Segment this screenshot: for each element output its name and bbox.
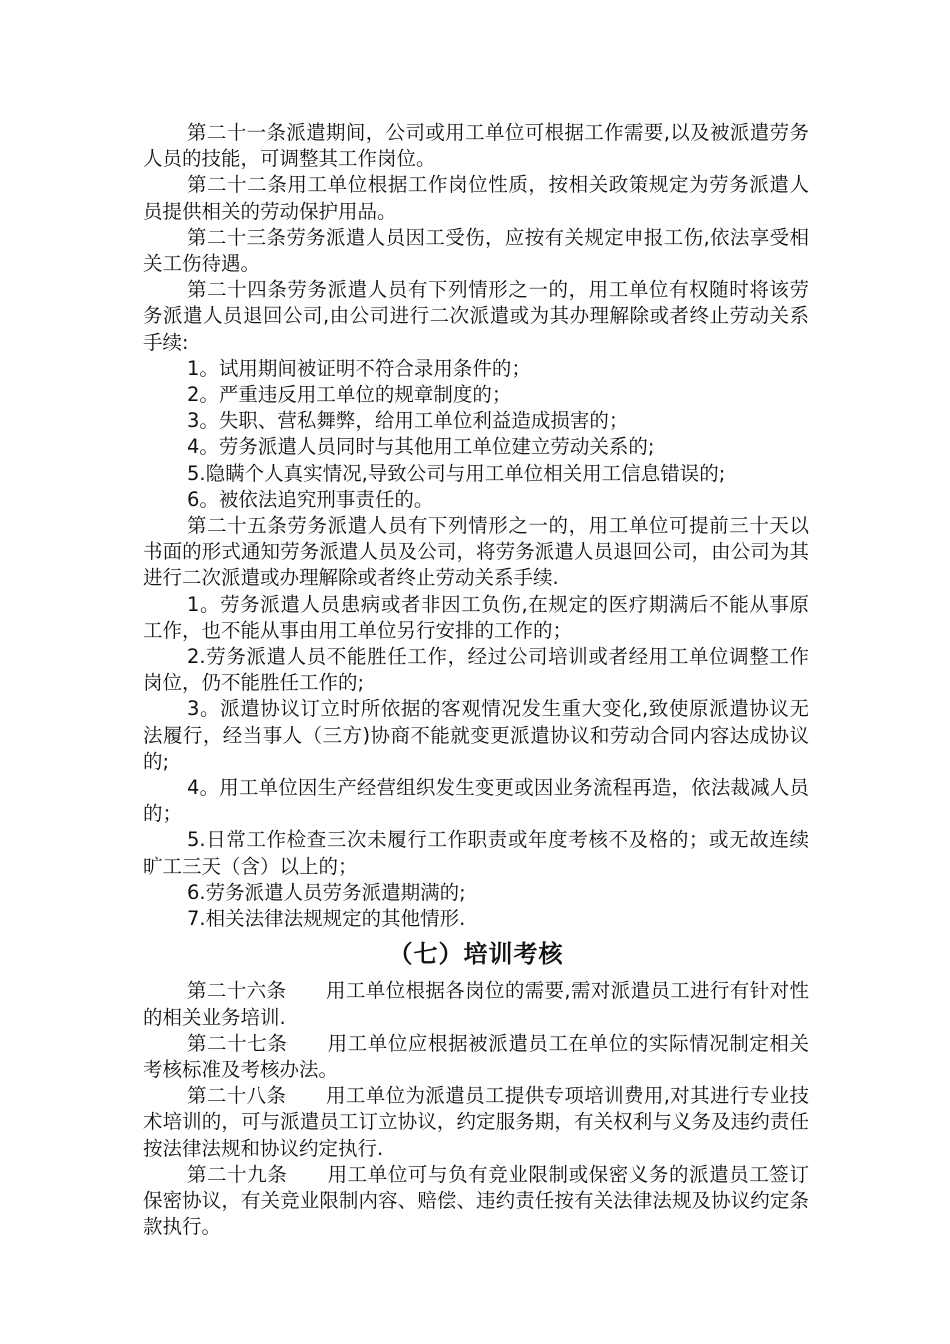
article-29: 第二十九条 用工单位可与负有竞业限制或保密义务的派遣员工签订保密协议，有关竞业限制内容、赔偿、违约责任按有关法律法规及协议约定条款执行。 bbox=[143, 1162, 809, 1239]
article-25-item-2: 2.劳务派遣人员不能胜任工作，经过公司培训或者经用工单位调整工作岗位，仍不能胜任工作的; bbox=[143, 645, 809, 695]
article-22: 第二十二条用工单位根据工作岗位性质，按相关政策规定为劳务派遣人员提供相关的劳动保护用品。 bbox=[143, 173, 809, 223]
article-25-item-1: 1。劳务派遣人员患病或者非因工负伤,在规定的医疗期满后不能从事原工作，也不能从事由用工单位另行安排的工作的； bbox=[143, 592, 809, 642]
article-27: 第二十七条 用工单位应根据被派遣员工在单位的实际情况制定相关考核标准及考核办法。 bbox=[143, 1031, 809, 1081]
article-26: 第二十六条 用工单位根据各岗位的需要,需对派遣员工进行有针对性的相关业务培训. bbox=[143, 979, 809, 1029]
article-21: 第二十一条派遣期间，公司或用工单位可根据工作需要,以及被派遣劳务人员的技能，可调整其工作岗位。 bbox=[143, 121, 809, 171]
article-25-item-4: 4。用工单位因生产经营组织发生变更或因业务流程再造，依法裁减人员的； bbox=[143, 776, 809, 826]
article-28: 第二十八条 用工单位为派遣员工提供专项培训费用,对其进行专业技术培训的，可与派遣员工订立协议，约定服务期，有关权利与义务及违约责任按法律法规和协议约定执行. bbox=[143, 1084, 809, 1160]
article-25: 第二十五条劳务派遣人员有下列情形之一的，用工单位可提前三十天以书面的形式通知劳务派遣人员及公司，将劳务派遣人员退回公司，由公司为其进行二次派遣或办理解除或者终止劳动关系手续. bbox=[143, 514, 809, 590]
article-24-item-3: 3。失职、营私舞弊，给用工单位利益造成损害的； bbox=[187, 409, 629, 433]
article-24-item-2: 2。严重违反用工单位的规章制度的； bbox=[187, 383, 512, 407]
article-24-item-4: 4。劳务派遣人员同时与其他用工单位建立劳动关系的; bbox=[187, 435, 655, 459]
section-heading: （七）培训考核 bbox=[388, 940, 564, 969]
article-23: 第二十三条劳务派遣人员因工受伤，应按有关规定申报工伤,依法享受相关工伤待遇。 bbox=[143, 225, 809, 276]
article-25-item-5: 5.日常工作检查三次未履行工作职责或年度考核不及格的；或无故连续旷工三天（含）以上的； bbox=[143, 828, 809, 878]
article-25-item-6: 6.劳务派遣人员劳务派遣期满的; bbox=[187, 880, 466, 904]
document-page bbox=[143, 120, 809, 1240]
article-24-item-1: 1。试用期间被证明不符合录用条件的； bbox=[187, 356, 531, 380]
article-24-item-5: 5.隐瞒个人真实情况,导致公司与用工单位相关用工信息错误的; bbox=[187, 461, 726, 485]
article-24-item-6: 6。被依法追究刑事责任的。 bbox=[187, 487, 434, 511]
article-25-item-3: 3。派遣协议订立时所依据的客观情况发生重大变化,致使原派遣协议无法履行，经当事人（三方)协商不能就变更派遣协议和劳动合同内容达成协议的; bbox=[143, 697, 809, 773]
article-25-item-7: 7.相关法律法规规定的其他情形. bbox=[187, 907, 466, 931]
article-24: 第二十四条劳务派遣人员有下列情形之一的，用工单位有权随时将该劳务派遣人员退回公司,由公司进行二次派遣或为其办理解除或者终止劳动关系手续: bbox=[143, 278, 809, 354]
